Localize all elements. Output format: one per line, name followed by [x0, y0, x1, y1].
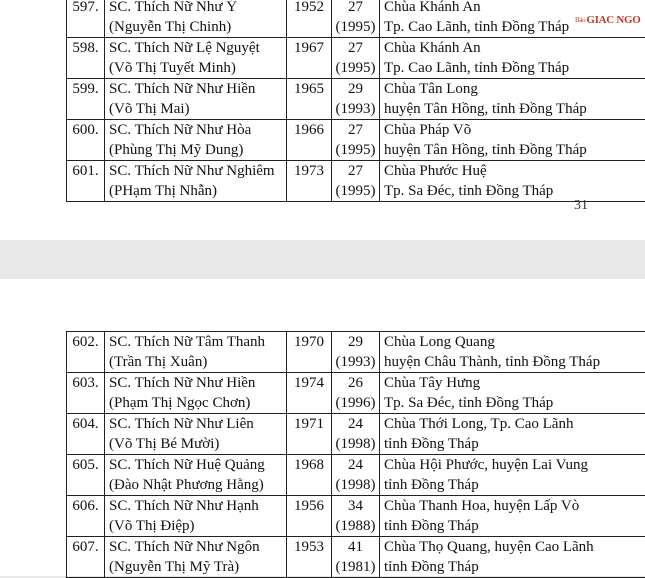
row-number-cell: [67, 414, 105, 455]
temple-address-place: tỉnh Đồng Tháp: [384, 434, 645, 454]
nun-name-name: SC. Thích Nữ Như Hiền: [109, 79, 286, 99]
row-number-cell: [67, 496, 105, 537]
table-row: [67, 79, 645, 120]
nun-name-lay-name: (Phạm Thị Ngọc Chơn): [109, 393, 286, 413]
age-ordination-age: 27: [332, 0, 379, 17]
row-number-no: 598.: [67, 38, 104, 58]
nun-name-name: SC. Thích Nữ Như Hạnh: [109, 496, 286, 516]
age-ordination-age: 41: [332, 537, 379, 557]
birth-year-cell: [287, 38, 332, 79]
birth-year-birth: 1974: [287, 373, 331, 393]
age-ordination-cell: [332, 332, 380, 373]
age-ordination-cell: [332, 414, 380, 455]
row-number-cell: [67, 373, 105, 414]
row-number-no: 601.: [67, 161, 104, 181]
temple-address-cell: [380, 455, 645, 496]
nun-name-cell: [105, 455, 287, 496]
temple-address-place: tỉnh Đồng Tháp: [384, 557, 645, 577]
row-number-cell: [67, 0, 105, 38]
row-number-no: 597.: [67, 0, 104, 17]
temple-address-cell: [380, 120, 645, 161]
birth-year-birth: 1971: [287, 414, 331, 434]
nun-name-lay-name: (Võ Thị Mai): [109, 99, 286, 119]
age-ordination-age: 24: [332, 455, 379, 475]
temple-address-cell: [380, 414, 645, 455]
table-row: [67, 537, 645, 578]
age-ordination-cell: [332, 537, 380, 578]
temple-address-temple: Chùa Phước Huệ: [384, 161, 645, 181]
temple-address-place: huyện Tân Hồng, tỉnh Đồng Tháp: [384, 140, 645, 160]
temple-address-temple: Chùa Khánh An: [384, 0, 645, 17]
table-row: [67, 455, 645, 496]
birth-year-birth: 1966: [287, 120, 331, 140]
table-row: [67, 373, 645, 414]
temple-address-cell: [380, 496, 645, 537]
nun-name-cell: [105, 373, 287, 414]
nun-name-lay-name: (Trần Thị Xuân): [109, 352, 286, 372]
temple-address-temple: Chùa Long Quang: [384, 332, 645, 352]
age-ordination-age: 34: [332, 496, 379, 516]
temple-address-cell: [380, 79, 645, 120]
giac-ngo-watermark-logo: BáoGIAC NGO: [575, 14, 641, 26]
age-ordination-cell: [332, 161, 380, 202]
birth-year-cell: [287, 414, 332, 455]
temple-address-place: huyện Tân Hồng, tỉnh Đồng Tháp: [384, 99, 645, 119]
nun-name-name: SC. Thích Nữ Lệ Nguyệt: [109, 38, 286, 58]
nun-name-cell: [105, 38, 287, 79]
nun-name-cell: [105, 496, 287, 537]
nun-name-name: SC. Thích Nữ Như Ngôn: [109, 537, 286, 557]
age-ordination-ordination: (1993): [332, 99, 379, 119]
temple-address-temple: Chùa Khánh An: [384, 38, 645, 58]
temple-address-temple: Chùa Thới Long, Tp. Cao Lãnh: [384, 414, 645, 434]
age-ordination-ordination: (1995): [332, 181, 379, 201]
nun-name-cell: [105, 120, 287, 161]
row-number-no: 605.: [67, 455, 104, 475]
age-ordination-age: 26: [332, 373, 379, 393]
age-ordination-ordination: (1998): [332, 475, 379, 495]
temple-address-temple: Chùa Tây Hưng: [384, 373, 645, 393]
nun-name-cell: [105, 79, 287, 120]
nun-name-cell: [105, 414, 287, 455]
temple-address-cell: [380, 373, 645, 414]
birth-year-birth: 1952: [287, 0, 331, 17]
row-number-no: 607.: [67, 537, 104, 557]
temple-address-temple: Chùa Hội Phước, huyện Lai Vung: [384, 455, 645, 475]
temple-address-place: Tp. Cao Lãnh, tỉnh Đồng Tháp: [384, 17, 645, 37]
nun-name-name: SC. Thích Nữ Như Nghiêm: [109, 161, 286, 181]
nun-name-lay-name: (Phùng Thị Mỹ Dung): [109, 140, 286, 160]
age-ordination-ordination: (1981): [332, 557, 379, 577]
birth-year-birth: 1968: [287, 455, 331, 475]
nun-name-lay-name: (Võ Thị Tuyết Minh): [109, 58, 286, 78]
row-number-no: 604.: [67, 414, 104, 434]
birth-year-cell: [287, 161, 332, 202]
nun-name-cell: [105, 161, 287, 202]
nun-name-lay-name: (Nguyễn Thị Mỹ Trà): [109, 557, 286, 577]
age-ordination-age: 27: [332, 120, 379, 140]
row-number-cell: [67, 332, 105, 373]
birth-year-cell: [287, 120, 332, 161]
temple-address-place: Tp. Sa Đéc, tỉnh Đồng Tháp: [384, 181, 645, 201]
age-ordination-cell: [332, 120, 380, 161]
table-row: [67, 120, 645, 161]
birth-year-cell: [287, 79, 332, 120]
temple-address-place: huyện Châu Thành, tỉnh Đồng Tháp: [384, 352, 645, 372]
row-number-cell: [67, 537, 105, 578]
age-ordination-age: 29: [332, 79, 379, 99]
birth-year-cell: [287, 496, 332, 537]
row-number-no: 603.: [67, 373, 104, 393]
nun-name-name: SC. Thích Nữ Như Liên: [109, 414, 286, 434]
age-ordination-ordination: (1993): [332, 352, 379, 372]
birth-year-birth: 1956: [287, 496, 331, 516]
birth-year-cell: [287, 455, 332, 496]
birth-year-cell: [287, 537, 332, 578]
row-number-cell: [67, 38, 105, 79]
nun-name-name: SC. Thích Nữ Như Ý: [109, 0, 286, 17]
birth-year-birth: 1953: [287, 537, 331, 557]
nun-name-cell: [105, 0, 287, 38]
nun-name-lay-name: (Võ Thị Điệp): [109, 516, 286, 536]
temple-address-cell: [380, 537, 645, 578]
age-ordination-cell: [332, 79, 380, 120]
temple-address-cell: [380, 332, 645, 373]
temple-address-place: Tp. Sa Đéc, tỉnh Đồng Tháp: [384, 393, 645, 413]
page-separator: [0, 240, 645, 279]
birth-year-birth: 1970: [287, 332, 331, 352]
temple-address-place: tỉnh Đồng Tháp: [384, 516, 645, 536]
temple-address-temple: Chùa Thọ Quang, huyện Cao Lãnh: [384, 537, 645, 557]
age-ordination-cell: [332, 0, 380, 38]
row-number-cell: [67, 79, 105, 120]
birth-year-birth: 1967: [287, 38, 331, 58]
nun-name-lay-name: (Nguyễn Thị Chinh): [109, 17, 286, 37]
temple-address-place: Tp. Cao Lãnh, tỉnh Đồng Tháp: [384, 58, 645, 78]
age-ordination-ordination: (1988): [332, 516, 379, 536]
row-number-cell: [67, 120, 105, 161]
row-number-no: 600.: [67, 120, 104, 140]
birth-year-cell: [287, 373, 332, 414]
document-page-bottom: [0, 279, 645, 576]
ordination-table-bottom: [66, 331, 645, 578]
age-ordination-ordination: (1996): [332, 393, 379, 413]
table-row: [67, 332, 645, 373]
row-number-no: 602.: [67, 332, 104, 352]
age-ordination-ordination: (1995): [332, 58, 379, 78]
table-row: [67, 496, 645, 537]
nun-name-name: SC. Thích Nữ Như Hòa: [109, 120, 286, 140]
table-row: [67, 414, 645, 455]
document-page-top: [0, 0, 645, 240]
birth-year-birth: 1965: [287, 79, 331, 99]
table-row: [67, 0, 645, 38]
age-ordination-cell: [332, 38, 380, 79]
nun-name-cell: [105, 332, 287, 373]
age-ordination-ordination: (1995): [332, 17, 379, 37]
nun-name-lay-name: (PHạm Thị Nhẫn): [109, 181, 286, 201]
temple-address-place: tỉnh Đồng Tháp: [384, 475, 645, 495]
age-ordination-age: 29: [332, 332, 379, 352]
row-number-cell: [67, 455, 105, 496]
age-ordination-age: 24: [332, 414, 379, 434]
temple-address-cell: [380, 161, 645, 202]
age-ordination-ordination: (1998): [332, 434, 379, 454]
ordination-table-top: [66, 0, 645, 202]
nun-name-name: SC. Thích Nữ Tâm Thanh: [109, 332, 286, 352]
age-ordination-ordination: (1995): [332, 140, 379, 160]
table-row: [67, 161, 645, 202]
nun-name-lay-name: (Võ Thị Bé Mười): [109, 434, 286, 454]
temple-address-cell: [380, 38, 645, 79]
page-number: 31: [574, 198, 588, 214]
row-number-no: 606.: [67, 496, 104, 516]
age-ordination-cell: [332, 496, 380, 537]
row-number-cell: [67, 161, 105, 202]
table-row: [67, 38, 645, 79]
age-ordination-cell: [332, 455, 380, 496]
age-ordination-age: 27: [332, 161, 379, 181]
temple-address-temple: Chùa Tân Long: [384, 79, 645, 99]
temple-address-temple: Chùa Thanh Hoa, huyện Lấp Vò: [384, 496, 645, 516]
birth-year-cell: [287, 0, 332, 38]
row-number-no: 599.: [67, 79, 104, 99]
age-ordination-age: 27: [332, 38, 379, 58]
nun-name-name: SC. Thích Nữ Như Hiền: [109, 373, 286, 393]
nun-name-cell: [105, 537, 287, 578]
age-ordination-cell: [332, 373, 380, 414]
nun-name-lay-name: (Đào Nhật Phương Hằng): [109, 475, 286, 495]
birth-year-birth: 1973: [287, 161, 331, 181]
nun-name-name: SC. Thích Nữ Huệ Quảng: [109, 455, 286, 475]
temple-address-temple: Chùa Pháp Võ: [384, 120, 645, 140]
birth-year-cell: [287, 332, 332, 373]
